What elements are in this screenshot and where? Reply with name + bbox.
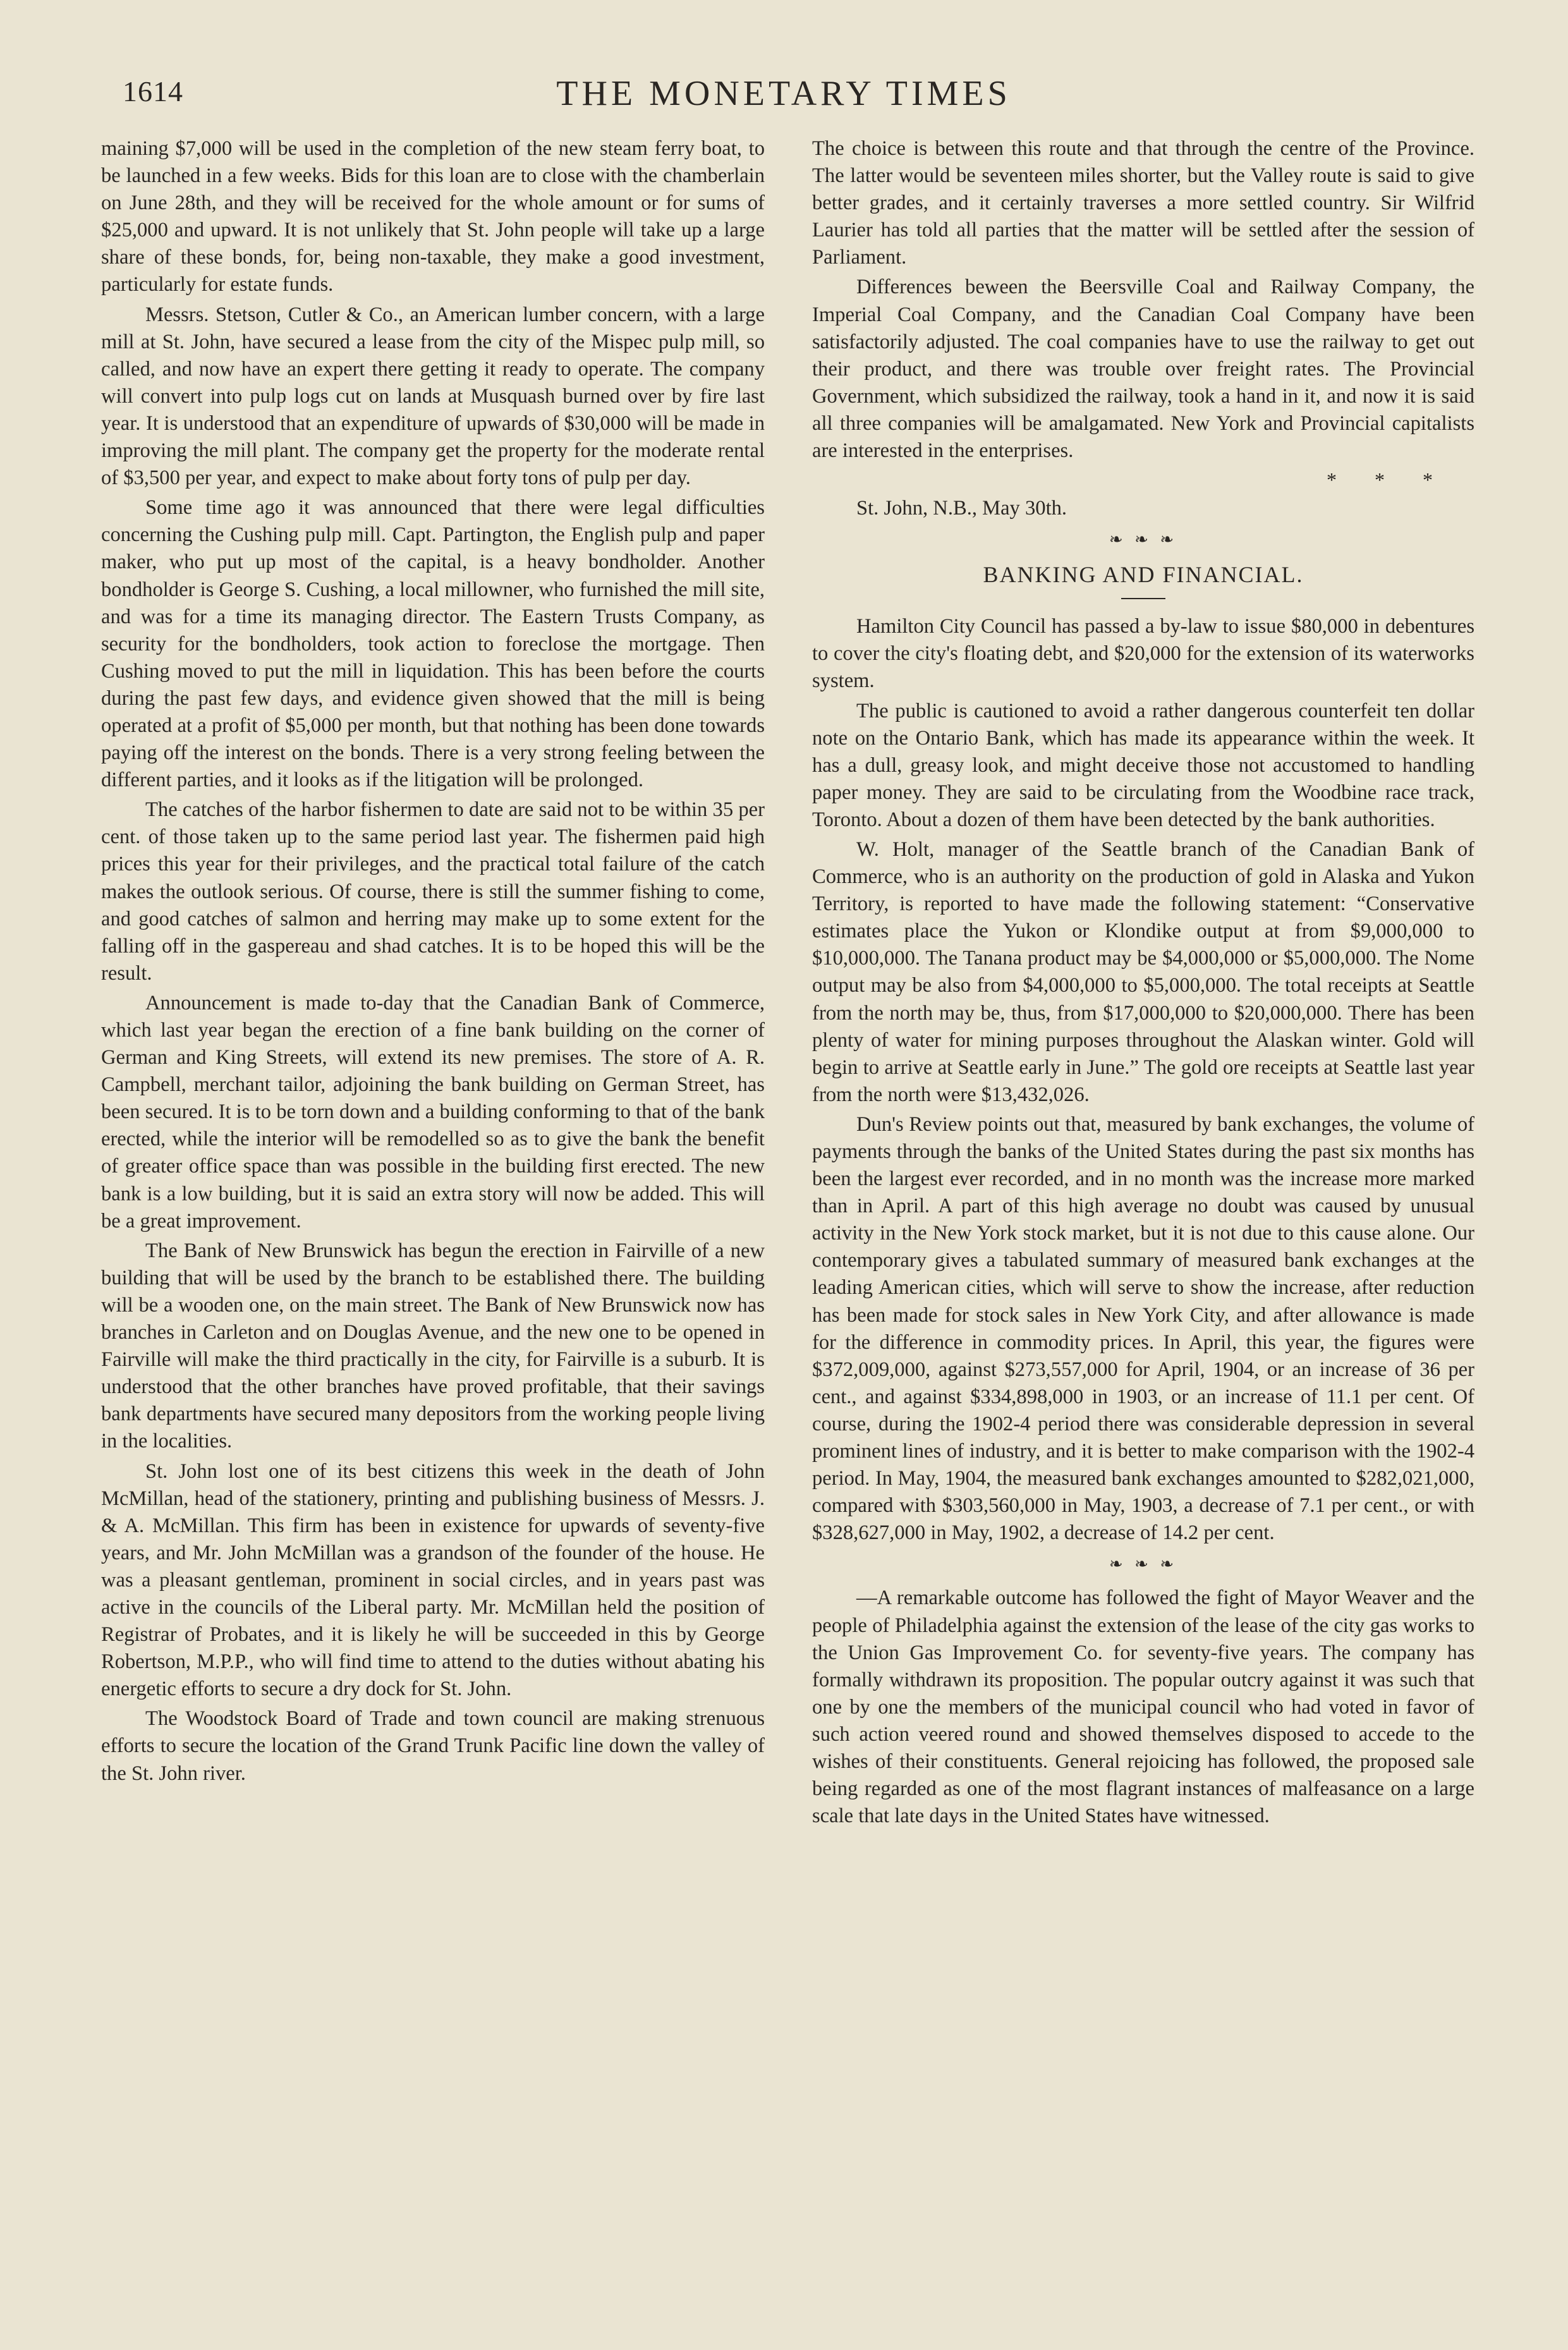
right-column bbox=[812, 135, 1474, 1832]
article-paragraph: Messrs. Stetson, Cutler & Co., an American lumber concern, with a large mill at St. John, have secured a lease from the city of the Mispec pulp mill, so called, and now have an expert there getting it ready to operate. The company will convert into pulp logs cut on lands at Musquash burned over by fire last year. It is understood that an expenditure of upwards of $30,000 will be made in improving the mill plant. The company get the property for the moderate rental of $3,500 per year, and expect to make about forty tons of pulp per day. bbox=[101, 303, 765, 490]
article-paragraph: The public is cautioned to avoid a rather dangerous counterfeit ten dollar note on the Ontario Bank, which has made its appearance within the week. It has a dull, greasy look, and might deceive those not accustomed to handling paper money. They are said to be circulating from the Woodbine race track, Toronto. About a dozen of them have been detected by the bank authorities. bbox=[812, 699, 1474, 831]
article-paragraph: Hamilton City Council has passed a by-law to issue $80,000 in debentures to cover the city's floating debt, and $20,000 for the extension of its waterworks system. bbox=[812, 615, 1474, 693]
ornament-divider: ❧ ❧ ❧ bbox=[1109, 1555, 1178, 1574]
heading-rule bbox=[1121, 598, 1165, 599]
article-paragraph: St. John lost one of its best citizens this week in the death of John McMillan, head of the stationery, printing and publishing business of Messrs. J. & A. McMillan. This firm has been in existence for upwards of seventy-five years, and Mr. John McMillan was a grandson of the founder of the house. He was a pleasant gentleman, prominent in social circles, and in years past was active in the councils of the Liberal party. Mr. McMillan held the position of Registrar of Probates, and it is likely he will be succeeded in this by George Robertson, M.P.P., who will find time to attend to the duties without abating his energetic efforts to secure a dry dock for St. John. bbox=[101, 1459, 765, 1701]
dateline: St. John, N.B., May 30th. bbox=[856, 497, 1067, 520]
article-paragraph: The choice is between this route and that through the centre of the Province. The latter would be seventeen miles shorter, but the Valley route is said to give better grades, and it certainly traverses a more settled country. Sir Wilfrid Laurier has told all parties that the matter will be settled after the session of Parliament. bbox=[812, 137, 1474, 269]
article-paragraph: Announcement is made to-day that the Canadian Bank of Commerce, which last year began the erection of a fine bank building on the corner of German and King Streets, will extend its new premises. The store of A. R. Campbell, merchant tailor, adjoining the bank building on German Street, has been secured. It is to be torn down and a building conforming to that of the bank erected, while the interior will be remodelled so as to give the bank the benefit of greater office space than was possible in the building first erected. The new bank is a low building, but it is said an extra story will now be added. This will be a great improvement. bbox=[101, 991, 765, 1233]
ornament-divider: ❧ ❧ ❧ bbox=[1109, 530, 1178, 549]
page-header bbox=[101, 68, 1466, 125]
page-number: 1614 bbox=[123, 75, 183, 107]
masthead-title: THE MONETARY TIMES bbox=[556, 74, 1011, 113]
article-paragraph: Some time ago it was announced that there were legal difficulties concerning the Cushing pulp mill. Capt. Partington, the English pulp and paper maker, who put up most of the capital, is a heavy bondholder. Another bondholder is George S. Cushing, a local millowner, who furnished the mill site, and was for a time its managing director. The Eastern Trusts Company, as security for the bondholders, took action to foreclose the mortgage. Then Cushing moved to put the mill in liquidation. This has been before the courts during the past few days, and evidence given showed that the mill is being operated at a profit of $5,000 per month, but that nothing has been done towards paying off the interest on the bonds. There is a very strong feeling between the different parties, and it looks as if the litigation will be prolonged. bbox=[101, 496, 765, 792]
article-paragraph: The catches of the harbor fishermen to date are said not to be within 35 per cent. of those taken up to the same period last year. The fishermen paid high prices this year for their privileges, and the practical total failure of the catch makes the outlook serious. Of course, there is still the summer fishing to come, and good catches of salmon and herring may make up to some extent for the falling off in the gaspereau and shad catches. It is to be hoped this will be the result. bbox=[101, 798, 765, 985]
article-paragraph: The Woodstock Board of Trade and town council are making strenuous efforts to secure the location of the Grand Trunk Pacific line down the valley of the St. John river. bbox=[101, 1707, 765, 1785]
left-column bbox=[101, 135, 765, 1790]
article-paragraph: —A remarkable outcome has followed the fight of Mayor Weaver and the people of Philadelphia against the extension of the lease of the city gas works to the Union Gas Improvement Co. for seventy-five years. The company has formally withdrawn its proposition. The popular outcry against it was such that one by one the members of the municipal council who had voted in favor of such action veered round and showed themselves disposed to accede to the wishes of their constituents. General rejoicing has followed, the proposed sale being regarded as one of the most flagrant instances of malfeasance on a large scale that late days in the United States have witnessed. bbox=[812, 1586, 1474, 1828]
article-paragraph: W. Holt, manager of the Seattle branch of the Canadian Bank of Commerce, who is an authority on the production of gold in Alaska and Yukon Territory, is reported to have made the following statement: “Conservative estimates place the Yukon or Klondike output at from $9,000,000 to $10,000,000. The Tanana product may be $4,000,000 or $5,000,000. The Nome output may be also from $4,000,000 to $5,000,000. The total receipts at Seattle from the north may be, thus, from $17,000,000 to $20,000,000. There has been plenty of water for mining purposes throughout the Alaskan winter. Gold will begin to arrive at Seattle early in June.” The gold ore receipts at Seattle last year from the north were $13,432,026. bbox=[812, 837, 1474, 1106]
section-heading: BANKING AND FINANCIAL. bbox=[983, 562, 1304, 588]
article-paragraph: Dun's Review points out that, measured by bank exchanges, the volume of payments through the banks of the United States during the past six months has been the largest ever recorded, and in no month was the increase more marked than in April. A part of this high average no doubt was caused by unusual activity in the New York stock market, but it is not due to this cause alone. Our contemporary gives a tabulated summary of measured bank exchanges at the leading American cities, which will serve to show the increase, after reduction has been made for stock sales in New York City, and after allowance is made for the difference in commodity prices. In April, this year, the figures were $372,009,000, against $273,557,000 for April, 1904, or an increase of 36 per cent., and against $334,898,000 in 1903, or an increase of 11.1 per cent. Of course, during the 1902-4 period there was considerable depression in several prominent lines of industry, and it is better to make comparison with the 1902-4 period. In May, 1904, the measured bank exchanges amounted to $282,021,000, compared with $303,560,000 in May, 1903, a decrease of 7.1 per cent., or with $328,627,000 in May, 1902, a decrease of 14.2 per cent. bbox=[812, 1112, 1474, 1545]
article-paragraph: Differences beween the Beersville Coal and Railway Company, the Imperial Coal Company, and the Canadian Coal Company have been satisfactorily adjusted. The coal companies have to use the railway to get out their product, and there was trouble over freight rates. The Provincial Government, which subsidized the railway, took a hand in it, and now it is said all three companies will be amalgamated. New York and Provincial capitalists are interested in the enterprises. bbox=[812, 276, 1474, 463]
article-paragraph: maining $7,000 will be used in the completion of the new steam ferry boat, to be launched in a few weeks. Bids for this loan are to close with the chamberlain on June 28th, and they will be received for the whole amount or for sums of $25,000 and upward. It is not unlikely that St. John people will take up a large share of these bonds, for, being non-taxable, they make a good investment, particularly for estate funds. bbox=[101, 137, 765, 296]
section-stars: * * * bbox=[1327, 468, 1449, 492]
article-paragraph: The Bank of New Brunswick has begun the erection in Fairville of a new building that will be used by the branch to be established there. The building will be a wooden one, on the main street. The Bank of New Brunswick now has branches in Carleton and on Douglas Avenue, and the new one to be opened in Fairville will make the third practically in the city, for Fairville is a suburb. It is understood that the other branches have proved profitable, that their savings bank departments have secured many depositors from the working people living in the localities. bbox=[101, 1239, 765, 1453]
